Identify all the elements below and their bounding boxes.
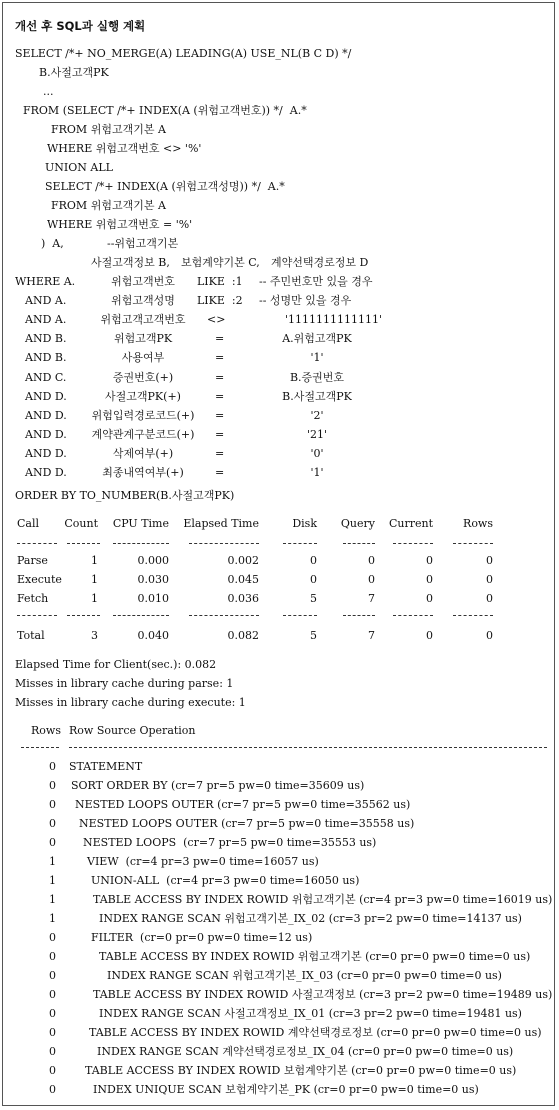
stats-cell: 1 (91, 592, 98, 605)
where-value: '2' (310, 408, 324, 422)
plan-operation: TABLE ACCESS BY INDEX ROWID 위험고객기본 (cr=4 pr=3 pw=0 time=16019 us) (93, 893, 553, 906)
plan-row-count: 0 (49, 1026, 56, 1039)
stats-divider (283, 543, 317, 544)
order-by-line: ORDER BY TO_NUMBER(B.사절고객PK) (15, 489, 235, 502)
stats-cell: 5 (310, 592, 317, 605)
sql-line: WHERE 위험고객번호 = '%' (47, 218, 193, 231)
stats-header: Query (340, 517, 375, 530)
stats-cell: 0 (368, 554, 375, 567)
plan-row-count: 1 (49, 874, 56, 887)
where-keyword: AND D. (25, 446, 67, 460)
stats-header: Rows (463, 517, 493, 530)
stats-divider (17, 543, 57, 544)
sql-comment: --위험고객기본 (107, 237, 179, 250)
sql-line: UNION ALL (45, 161, 113, 174)
where-column: 위험입력경로코드(+) (91, 408, 195, 422)
plan-row-count: 0 (49, 950, 56, 963)
stats-cell: 0 (426, 554, 433, 567)
sql-line: FROM 위험고객기본 A (51, 199, 166, 212)
sql-line: B.사절고객PK (39, 66, 109, 79)
where-operator: = (215, 389, 225, 403)
plan-operation: INDEX UNIQUE SCAN 보험계약기본_PK (cr=0 pr=0 pw=0 time=0 us) (93, 1083, 479, 1096)
stats-divider (283, 615, 317, 616)
plan-row-count: 0 (49, 931, 56, 944)
where-keyword: AND A. (25, 313, 67, 327)
stats-total-cell: 5 (310, 629, 317, 642)
sql-line: ) A, (41, 237, 64, 250)
where-value: '21' (306, 427, 328, 441)
plan-operation: TABLE ACCESS BY INDEX ROWID 계약선택경로정보 (cr=0 pr=0 pw=0 time=0 us) (89, 1026, 542, 1039)
plan-operation: INDEX RANGE SCAN 계약선택경로정보_IX_04 (cr=0 pr=0 pw=0 time=0 us) (97, 1045, 514, 1058)
sql-line: SELECT /*+ NO_MERGE(A) LEADING(A) USE_NL(B C D) */ (15, 47, 352, 60)
stats-header: Count (64, 517, 98, 530)
stats-total-cell: 0 (486, 629, 493, 642)
where-value: A.위험고객PK (282, 332, 352, 346)
stats-cell: 0.036 (227, 592, 259, 605)
plan-row-count: 0 (49, 817, 56, 830)
where-column: 계약관계구분코드(+) (91, 427, 195, 441)
page-title: 개선 후 SQL과 실행 계획 (15, 19, 146, 33)
stats-cell: 0 (486, 592, 493, 605)
plan-row-count: 0 (49, 988, 56, 1001)
stats-header: Call (17, 517, 40, 530)
stats-cell: 0 (486, 554, 493, 567)
where-operator: = (215, 427, 225, 441)
stats-cell: 0 (486, 573, 493, 586)
plan-operation: NESTED LOOPS OUTER (cr=7 pr=5 pw=0 time=35562 us) (75, 798, 411, 811)
stats-divider (453, 543, 493, 544)
where-column: 위험고객PK (113, 332, 173, 346)
misc-line: Misses in library cache during execute: 1 (15, 696, 246, 709)
stats-total-cell: 0.082 (227, 629, 259, 642)
plan-operation: UNION-ALL (cr=4 pr=3 pw=0 time=16050 us) (91, 874, 360, 887)
plan-operation: TABLE ACCESS BY INDEX ROWID 보험계약기본 (cr=0 pr=0 pw=0 time=0 us) (85, 1064, 517, 1077)
stats-cell: 0 (426, 573, 433, 586)
sql-line: 계약선택경로정보 D (271, 256, 369, 269)
stats-total-cell: 7 (368, 629, 375, 642)
where-operator: = (215, 466, 225, 479)
where-column: 사용여부 (121, 351, 165, 365)
stats-divider (343, 543, 375, 544)
plan-row-count: 1 (49, 855, 56, 868)
stats-divider (113, 543, 169, 544)
where-column: 위험고객번호 (111, 275, 175, 288)
where-operator: = (215, 351, 225, 365)
where-operator: = (215, 332, 225, 346)
sql-trace-document (3, 3, 556, 1107)
where-operator: = (215, 408, 225, 422)
where-operator: <> (207, 313, 226, 327)
plan-operation: TABLE ACCESS BY INDEX ROWID 사절고객정보 (cr=3 pr=2 pw=0 time=19489 us) (93, 988, 553, 1001)
sql-line: SELECT /*+ INDEX(A (위험고객성명)) */ A.* (45, 180, 285, 193)
plan-operation: NESTED LOOPS OUTER (cr=7 pr=5 pw=0 time=35558 us) (79, 817, 415, 830)
where-value: '0' (310, 446, 324, 460)
plan-operation: INDEX RANGE SCAN 위험고객기본_IX_02 (cr=3 pr=2 pw=0 time=14137 us) (99, 912, 522, 925)
plan-operation: FILTER (cr=0 pr=0 pw=0 time=12 us) (91, 931, 313, 944)
stats-divider (67, 615, 100, 616)
where-column: 삭제여부(+) (112, 446, 174, 460)
plan-operation: SORT ORDER BY (cr=7 pr=5 pw=0 time=35609 us) (71, 779, 365, 792)
plan-divider (69, 747, 547, 748)
stats-divider (189, 615, 259, 616)
where-keyword: AND D. (25, 466, 67, 479)
where-column: 최종내역여부(+) (102, 466, 184, 479)
document-frame (2, 2, 555, 1106)
stats-divider (17, 615, 57, 616)
where-operator: = (215, 446, 225, 460)
misc-line: Elapsed Time for Client(sec.): 0.082 (15, 658, 217, 671)
plan-row-count: 1 (49, 893, 56, 906)
stats-divider (189, 543, 259, 544)
where-operator: LIKE :2 (197, 294, 243, 308)
sql-line: 사절고객정보 B, (91, 256, 170, 269)
stats-cell: 0.010 (137, 592, 169, 605)
stats-header: CPU Time (112, 517, 169, 530)
stats-cell: Parse (17, 554, 48, 567)
where-keyword: AND C. (25, 370, 67, 384)
sql-line: ... (43, 85, 54, 98)
stats-divider (113, 615, 169, 616)
where-value: -- 주민번호만 있을 경우 (259, 275, 373, 288)
plan-operation: INDEX RANGE SCAN 사절고객정보_IX_01 (cr=3 pr=2 pw=0 time=19481 us) (99, 1007, 522, 1020)
where-keyword: AND D. (25, 427, 67, 441)
where-keyword: AND D. (25, 389, 67, 403)
plan-row-count: 0 (49, 1007, 56, 1020)
plan-row-count: 0 (49, 798, 56, 811)
stats-total-cell: 3 (91, 629, 98, 642)
stats-cell: 0.030 (137, 573, 169, 586)
stats-divider (393, 543, 433, 544)
where-column: 위험고객성명 (111, 294, 175, 308)
plan-row-count: 1 (49, 912, 56, 925)
stats-divider (67, 543, 100, 544)
where-column: 증권번호(+) (112, 370, 174, 384)
plan-header: Rows (31, 724, 61, 737)
where-value: B.사절고객PK (282, 389, 352, 403)
stats-cell: 0.000 (137, 554, 169, 567)
stats-cell: Execute (17, 573, 62, 586)
where-operator: LIKE :1 (197, 275, 243, 288)
stats-divider (393, 615, 433, 616)
plan-row-count: 0 (49, 1064, 56, 1077)
stats-cell: 0 (310, 573, 317, 586)
stats-divider (453, 615, 493, 616)
plan-divider (21, 747, 59, 748)
stats-cell: 0.002 (227, 554, 259, 567)
where-keyword: WHERE A. (15, 275, 76, 288)
sql-line: FROM (SELECT /*+ INDEX(A (위험고객번호)) */ A.* (23, 104, 307, 117)
where-column: 위험고객고객번호 (100, 313, 186, 327)
stats-header: Elapsed Time (183, 517, 259, 530)
plan-header: Row Source Operation (69, 724, 196, 737)
where-column: 사절고객PK(+) (105, 389, 181, 403)
stats-total-cell: 0.040 (137, 629, 169, 642)
plan-row-count: 0 (49, 779, 56, 792)
stats-header: Current (388, 517, 433, 530)
stats-cell: 1 (91, 573, 98, 586)
misc-line: Misses in library cache during parse: 1 (15, 677, 234, 690)
stats-cell: 0 (368, 573, 375, 586)
stats-cell: Fetch (17, 592, 49, 605)
plan-operation: NESTED LOOPS (cr=7 pr=5 pw=0 time=35553 us) (83, 836, 377, 849)
plan-row-count: 0 (49, 969, 56, 982)
plan-operation: TABLE ACCESS BY INDEX ROWID 위험고객기본 (cr=0 pr=0 pw=0 time=0 us) (99, 950, 531, 963)
where-keyword: AND D. (25, 408, 67, 422)
plan-operation: VIEW (cr=4 pr=3 pw=0 time=16057 us) (87, 855, 319, 868)
where-keyword: AND B. (25, 351, 67, 365)
plan-row-count: 0 (49, 760, 56, 773)
plan-row-count: 0 (49, 1045, 56, 1058)
where-value: '1' (310, 466, 324, 479)
where-operator: = (215, 370, 225, 384)
plan-row-count: 0 (49, 1083, 56, 1096)
stats-cell: 1 (91, 554, 98, 567)
where-keyword: AND A. (25, 294, 67, 308)
sql-line: WHERE 위험고객번호 <> '%' (47, 142, 202, 155)
stats-cell: 0 (310, 554, 317, 567)
stats-cell: 7 (368, 592, 375, 605)
where-value: -- 성명만 있을 경우 (259, 294, 352, 308)
stats-total-cell: 0 (426, 629, 433, 642)
stats-divider (343, 615, 375, 616)
where-value: B.증권번호 (289, 370, 345, 384)
stats-total-cell: Total (17, 629, 45, 642)
sql-line: FROM 위험고객기본 A (51, 123, 166, 136)
plan-row-count: 0 (49, 836, 56, 849)
where-value: '1111111111111' (285, 313, 383, 327)
plan-operation: STATEMENT (69, 760, 143, 773)
stats-cell: 0.045 (227, 573, 259, 586)
stats-header: Disk (292, 517, 317, 530)
sql-line: 보험계약기본 C, (181, 256, 260, 269)
where-keyword: AND B. (25, 332, 67, 346)
stats-cell: 0 (426, 592, 433, 605)
plan-operation: INDEX RANGE SCAN 위험고객기본_IX_03 (cr=0 pr=0 pw=0 time=0 us) (107, 969, 502, 982)
where-value: '1' (310, 351, 324, 365)
